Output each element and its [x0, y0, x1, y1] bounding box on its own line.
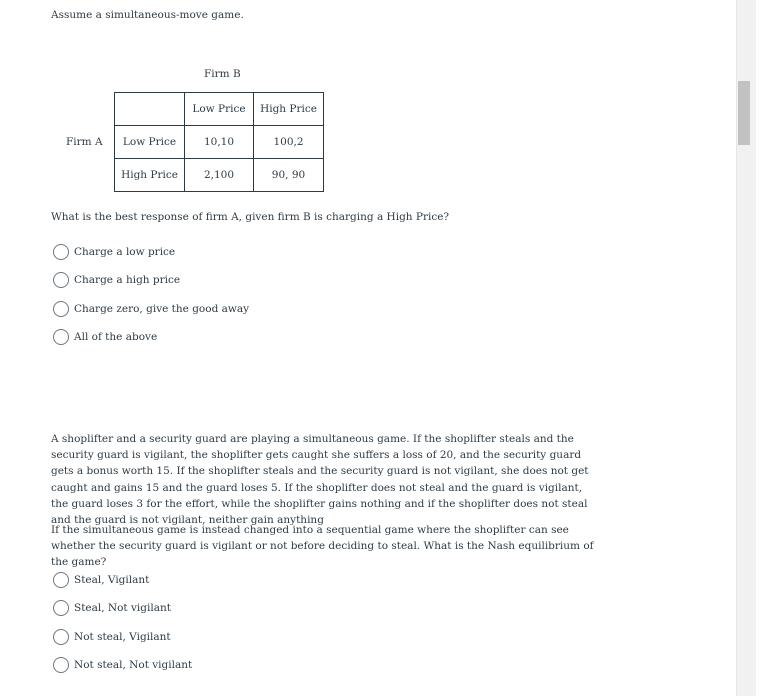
q1-option-label[interactable]: All of the above	[74, 330, 158, 343]
payoff-row-low-price	[115, 126, 324, 159]
q1-option-label[interactable]: Charge a high price	[74, 273, 181, 286]
firm-a-label: Firm A	[66, 136, 103, 148]
payoff-cell: 90, 90	[254, 159, 324, 192]
firm-b-label: Firm B	[204, 68, 241, 80]
radio-button[interactable]	[53, 572, 69, 588]
q1-option-label[interactable]: Charge a low price	[74, 245, 176, 258]
q2-option-2[interactable]	[53, 599, 171, 617]
radio-button[interactable]	[53, 629, 69, 645]
question2-scenario: A shoplifter and a security guard are playing a simultaneous game. If the shoplifter steals and the security guard is vigilant, the shoplifter gets caught she suffers a loss of 20, and the security guard gets a bonus worth 15. If the shoplifter steals and the security guard is not vigilant, she does not get caught and gains 15 and the guard loses 5. If the shoplifter does not steal and the guard is vigilant, the guard loses 3 for the effort, while the shoplifter gains nothing and if the shoplifter does not steal and the guard is not vigilant, neither gain anything	[51, 433, 589, 527]
q1-option-3[interactable]	[53, 300, 249, 318]
payoff-cell: 2,100	[185, 159, 254, 192]
q2-option-4[interactable]	[53, 656, 192, 674]
q2-option-label[interactable]: Not steal, Vigilant	[74, 630, 171, 643]
radio-button[interactable]	[53, 272, 69, 288]
q2-option-1[interactable]	[53, 571, 149, 589]
payoff-matrix	[114, 92, 324, 192]
payoff-cell: 10,10	[185, 126, 254, 159]
q2-option-label[interactable]: Steal, Vigilant	[74, 573, 150, 586]
question1-intro: Assume a simultaneous-move game.	[51, 9, 244, 21]
row-header-high-price: High Price	[115, 159, 185, 192]
q1-option-4[interactable]	[53, 328, 157, 346]
q1-option-1[interactable]	[53, 243, 175, 261]
scrollbar-thumb[interactable]	[738, 81, 750, 145]
q1-option-2[interactable]	[53, 271, 180, 289]
question2-prompt: If the simultaneous game is instead changed into a sequential game where the shoplifter can see whether the security guard is vigilant or not before deciding to steal. What is the Nash equilibrium of the game?	[51, 524, 594, 569]
q2-option-label[interactable]: Not steal, Not vigilant	[74, 658, 193, 671]
col-header-high-price: High Price	[254, 93, 324, 126]
radio-button[interactable]	[53, 301, 69, 317]
question1-prompt: What is the best response of firm A, given firm B is charging a High Price?	[51, 211, 450, 223]
col-header-low-price: Low Price	[185, 93, 254, 126]
radio-button[interactable]	[53, 329, 69, 345]
payoff-header-row	[115, 93, 324, 126]
q1-option-label[interactable]: Charge zero, give the good away	[74, 302, 250, 315]
radio-button[interactable]	[53, 657, 69, 673]
payoff-corner-cell	[115, 93, 185, 126]
row-header-low-price: Low Price	[115, 126, 185, 159]
payoff-cell: 100,2	[254, 126, 324, 159]
q2-option-label[interactable]: Steal, Not vigilant	[74, 601, 171, 614]
radio-button[interactable]	[53, 600, 69, 616]
radio-button[interactable]	[53, 244, 69, 260]
q2-option-3[interactable]	[53, 628, 171, 646]
payoff-row-high-price	[115, 159, 324, 192]
